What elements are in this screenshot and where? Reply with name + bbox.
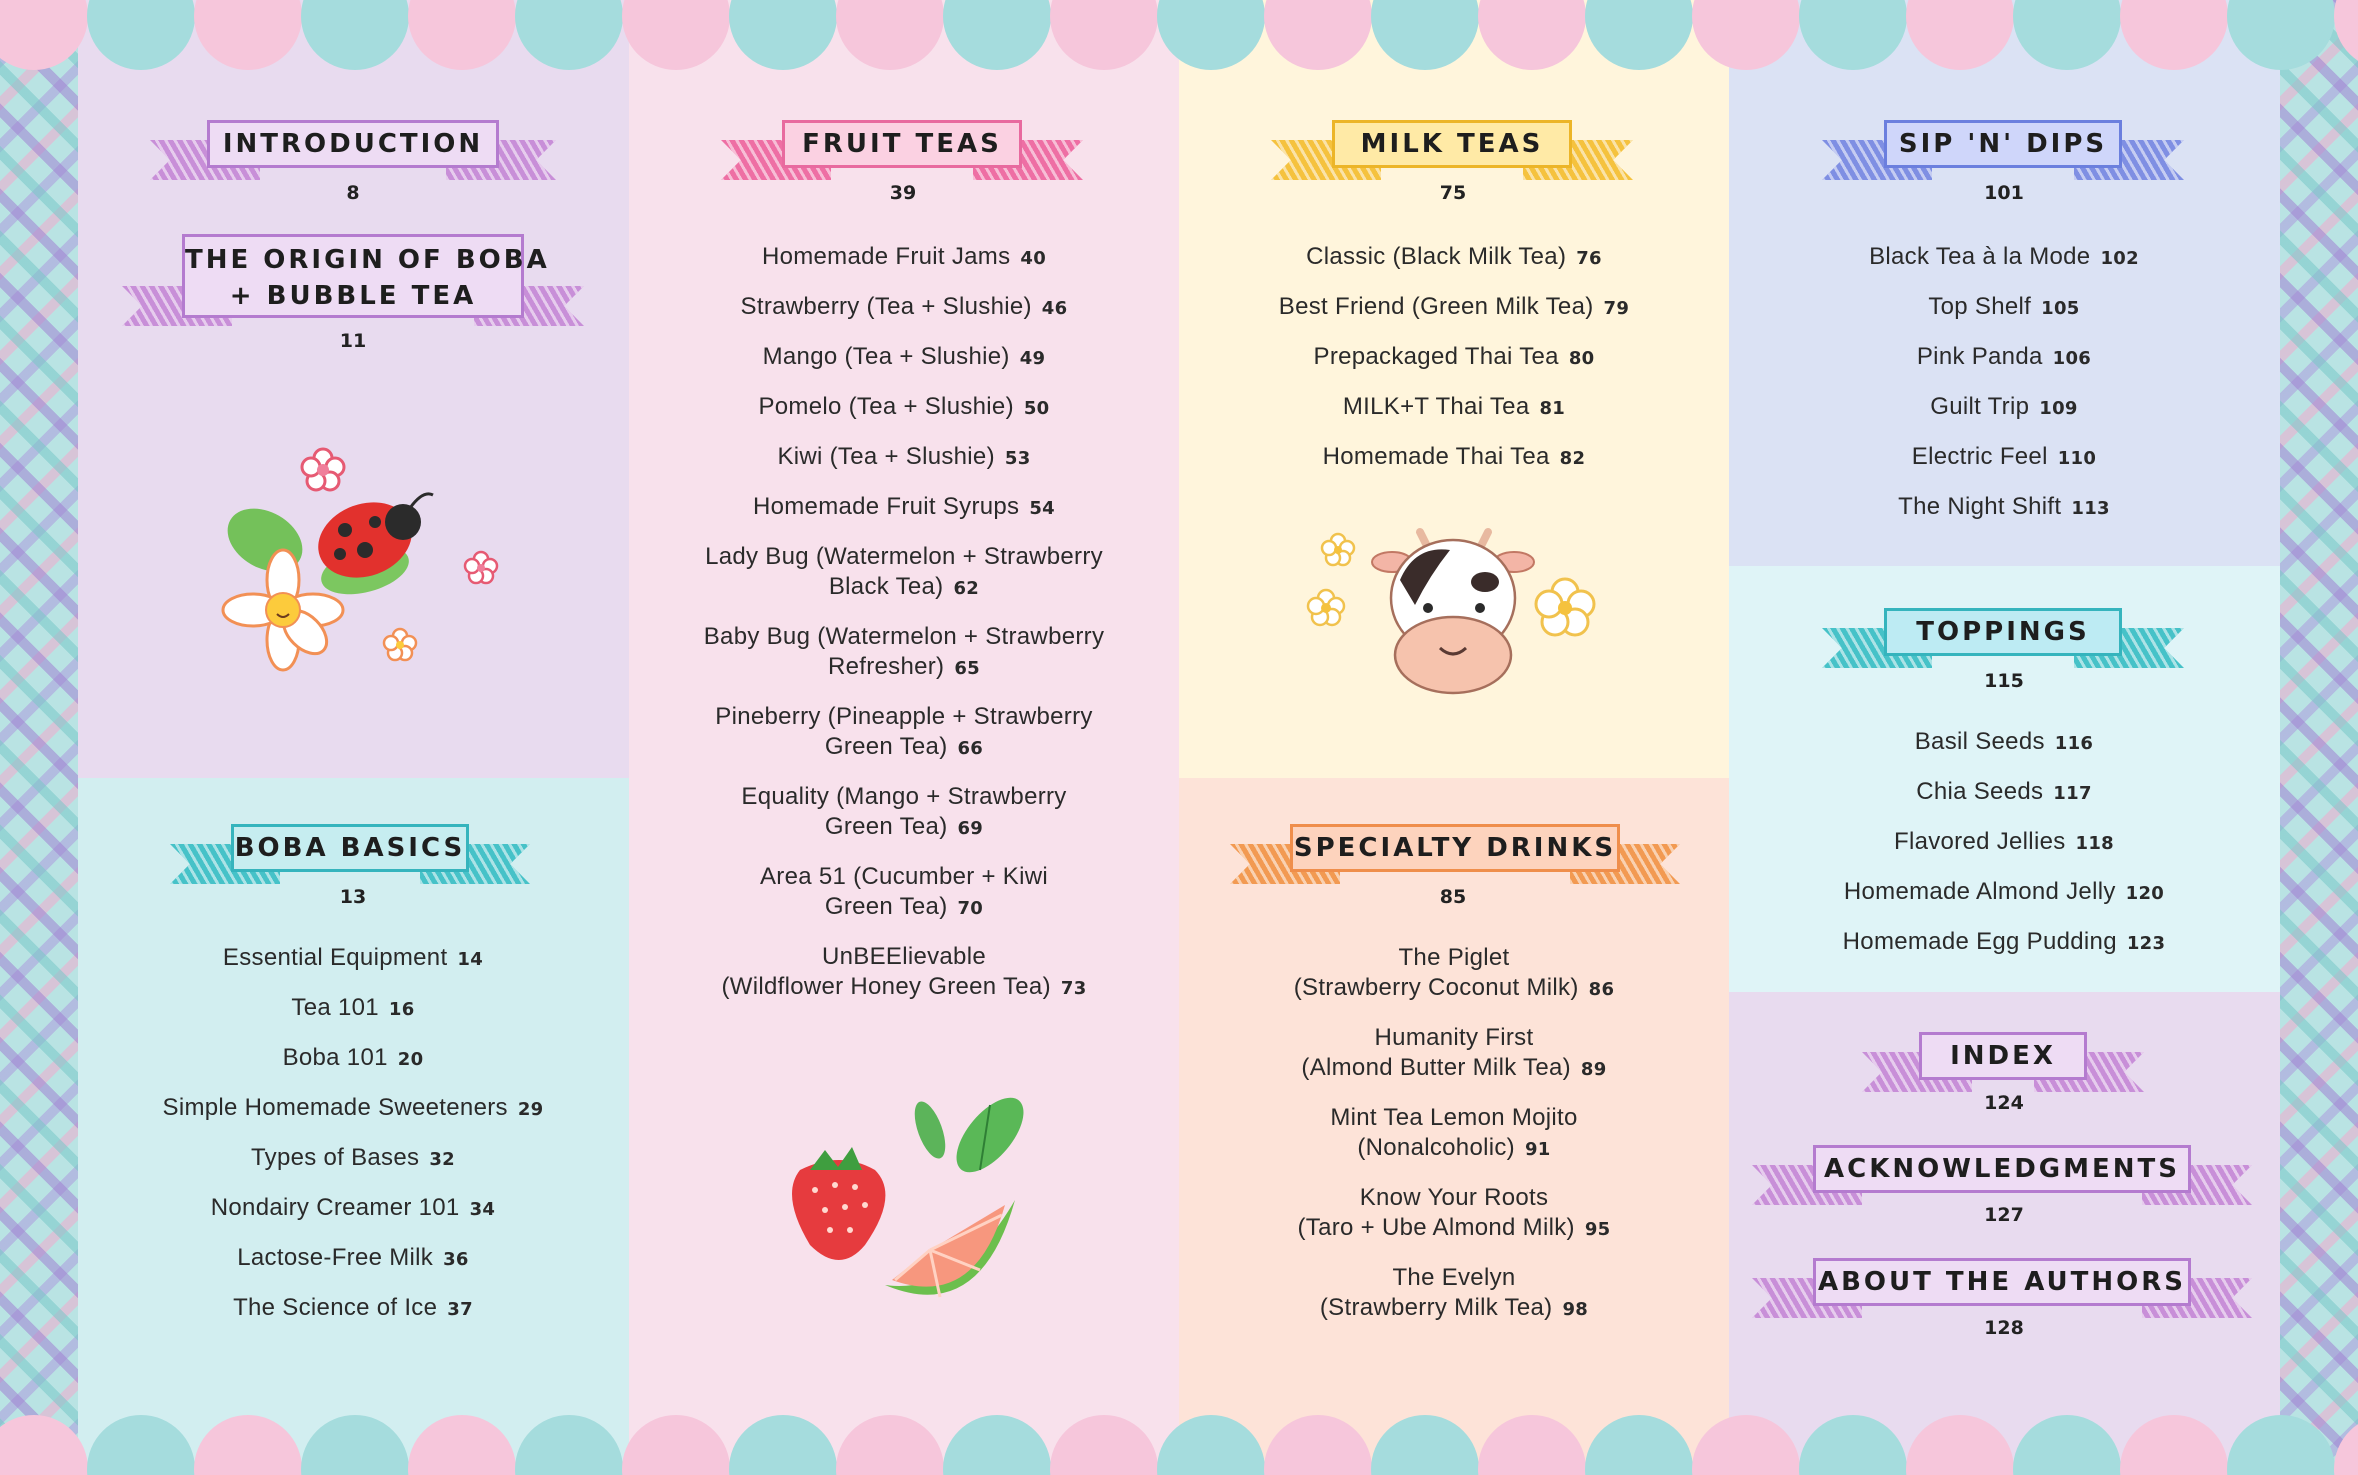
origin-banner [122, 234, 584, 334]
introduction-heading: INTRODUCTION [207, 120, 499, 168]
scallop [836, 1415, 944, 1475]
scallop [1264, 0, 1372, 70]
ladybug-flower-illustration [215, 440, 515, 680]
toc-entry[interactable] [1750, 777, 2258, 809]
boba-basics-list [100, 943, 606, 1343]
toc-entry-title: (Strawberry Milk Tea) [1319, 1294, 1553, 1321]
toc-entry-page: 95 [1584, 1219, 1611, 1240]
toc-entry-title: Homemade Fruit Jams [761, 243, 1011, 270]
scallop [1264, 1415, 1372, 1475]
scallop [943, 0, 1051, 70]
toc-entry-title: Homemade Almond Jelly [1843, 878, 2116, 905]
toc-entry-title-line1: Humanity First [1374, 1024, 1534, 1051]
toc-entry[interactable] [1750, 442, 2258, 474]
toc-entry-page: 65 [954, 658, 981, 679]
toc-entry[interactable] [100, 1293, 606, 1325]
toc-entry[interactable] [1200, 1103, 1708, 1165]
index-banner [1862, 1032, 2144, 1102]
toc-entry-title: Homemade Egg Pudding [1842, 928, 2117, 955]
toc-entry-title-line1: Know Your Roots [1359, 1184, 1549, 1211]
toc-entry-page: 109 [2039, 398, 2078, 419]
toc-entry[interactable] [100, 1193, 606, 1225]
scallop [301, 1415, 409, 1475]
toc-entry-page: 34 [469, 1199, 496, 1220]
introduction-banner [150, 120, 556, 190]
toppings-heading: TOPPINGS [1884, 608, 2122, 656]
introduction-page: 8 [346, 182, 360, 204]
scallop [1157, 1415, 1265, 1475]
authors-heading: ABOUT THE AUTHORS [1813, 1258, 2191, 1306]
authors-banner [1752, 1258, 2252, 1328]
origin-heading-line1: THE ORIGIN OF BOBA [185, 245, 550, 275]
toc-entry-title: Green Tea) [824, 893, 948, 920]
toc-entry[interactable] [100, 1143, 606, 1175]
toc-entry[interactable] [650, 292, 1158, 324]
toc-entry[interactable] [100, 1043, 606, 1075]
toc-entry-page: 98 [1562, 1299, 1589, 1320]
acknowledgments-banner [1752, 1145, 2252, 1215]
scallop [2120, 1415, 2228, 1475]
toc-entry[interactable] [100, 1093, 606, 1125]
toc-entry-page: 110 [2057, 448, 2097, 469]
toc-entry[interactable] [650, 342, 1158, 374]
scallop [301, 0, 409, 70]
specialty-banner [1230, 824, 1680, 894]
boba-basics-heading: BOBA BASICS [231, 824, 469, 872]
scallop [0, 0, 88, 70]
toc-entry-title-line1: The Piglet [1398, 944, 1510, 971]
toc-entry[interactable] [1200, 1023, 1708, 1085]
toc-entry-title: (Wildflower Honey Green Tea) [721, 973, 1051, 1000]
fruit-teas-heading: FRUIT TEAS [782, 120, 1022, 168]
toc-entry-page: 46 [1041, 298, 1068, 319]
toc-entry-title: Strawberry (Tea + Slushie) [740, 293, 1032, 320]
toc-entry-page: 70 [957, 898, 984, 919]
scallop [943, 1415, 1051, 1475]
sip-dips-page: 101 [1984, 182, 2024, 204]
authors-page: 128 [1984, 1317, 2024, 1339]
toppings-page: 115 [1984, 670, 2024, 692]
toc-entry[interactable] [1200, 292, 1708, 324]
toc-entry-title-line1: Area 51 (Cucumber + Kiwi [760, 863, 1048, 890]
toc-entry-page: 106 [2052, 348, 2092, 369]
toc-entry-page: 54 [1029, 498, 1056, 519]
cow-face-illustration [1300, 520, 1610, 710]
toc-entry[interactable] [1750, 242, 2258, 274]
toc-entry[interactable] [650, 242, 1158, 274]
toc-entry-title: Types of Bases [251, 1144, 420, 1171]
toc-entry-title: Green Tea) [824, 813, 948, 840]
toc-entry[interactable] [650, 442, 1158, 474]
specialty-page: 85 [1439, 886, 1467, 908]
toc-entry-title: Essential Equipment [222, 944, 448, 971]
toc-entry-page: 36 [443, 1249, 469, 1270]
toc-entry[interactable] [650, 392, 1158, 424]
milk-teas-heading: MILK TEAS [1332, 120, 1572, 168]
toc-entry-page: 86 [1588, 979, 1615, 1000]
toc-entry-page: 16 [388, 999, 415, 1020]
toc-entry-page: 29 [517, 1099, 544, 1120]
scallop [2120, 0, 2228, 70]
scallop [1585, 0, 1693, 70]
toc-entry-page: 113 [2071, 498, 2110, 519]
toc-entry-title: Best Friend (Green Milk Tea) [1278, 293, 1594, 320]
fruit-teas-page: 39 [889, 182, 917, 204]
scallop [2013, 0, 2121, 70]
scallop [1050, 1415, 1158, 1475]
toc-entry-title: (Nonalcoholic) [1357, 1134, 1515, 1161]
toc-entry-page: 76 [1576, 248, 1602, 269]
toc-entry-title: Simple Homemade Sweeteners [162, 1094, 508, 1121]
toc-entry-page: 37 [447, 1299, 473, 1320]
toc-entry-title: Green Tea) [824, 733, 948, 760]
toc-entry[interactable] [650, 702, 1158, 764]
scallop [2013, 1415, 2121, 1475]
toc-entry[interactable] [1200, 242, 1708, 274]
toc-entry-page: 69 [957, 818, 984, 839]
toc-entry-page: 79 [1603, 298, 1630, 319]
bottom-scallop-border [0, 1397, 2358, 1475]
toc-entry[interactable] [1200, 392, 1708, 424]
toc-entry-page: 117 [2053, 783, 2092, 804]
scallop [87, 0, 195, 70]
toc-entry-page: 120 [2125, 883, 2165, 904]
toc-entry-page: 53 [1004, 448, 1031, 469]
toc-entry-page: 32 [429, 1149, 455, 1170]
toc-entry[interactable] [650, 782, 1158, 844]
toc-entry[interactable] [1200, 943, 1708, 1005]
milk-teas-page: 75 [1439, 182, 1467, 204]
toc-entry-page: 62 [953, 578, 980, 599]
toc-entry[interactable] [650, 622, 1158, 684]
toc-entry[interactable] [100, 993, 606, 1025]
index-page: 124 [1984, 1092, 2024, 1114]
toc-entry[interactable] [1200, 1263, 1708, 1325]
boba-basics-page: 13 [339, 886, 367, 908]
toc-entry-title: Basil Seeds [1914, 728, 2045, 755]
toc-entry-title: (Almond Butter Milk Tea) [1301, 1054, 1571, 1081]
toc-entry-title: Guilt Trip [1930, 393, 2030, 420]
acknowledgments-page: 127 [1984, 1204, 2024, 1226]
toc-entry[interactable] [650, 542, 1158, 604]
toc-entry-title: Black Tea à la Mode [1869, 243, 2091, 270]
toc-entry-title-line1: Pineberry (Pineapple + Strawberry [715, 703, 1093, 730]
scallop [1478, 1415, 1586, 1475]
top-scallop-border [0, 0, 2358, 78]
toc-entry[interactable] [1750, 877, 2258, 909]
toc-entry-page: 40 [1020, 248, 1047, 269]
toc-entry-title: (Strawberry Coconut Milk) [1293, 974, 1579, 1001]
toc-entry-page: 50 [1023, 398, 1050, 419]
toc-entry-title-line1: Mint Tea Lemon Mojito [1330, 1104, 1578, 1131]
scallop [87, 1415, 195, 1475]
toc-entry-title: Homemade Fruit Syrups [752, 493, 1020, 520]
toc-entry-page: 105 [2041, 298, 2080, 319]
toc-entry-title: Black Tea) [828, 573, 944, 600]
toc-entry-title: Mango (Tea + Slushie) [762, 343, 1010, 370]
toc-entry-page: 81 [1539, 398, 1566, 419]
toc-entry-title: Lactose-Free Milk [237, 1244, 434, 1271]
scallop [729, 0, 837, 70]
acknowledgments-heading: ACKNOWLEDGMENTS [1813, 1145, 2191, 1193]
toc-entry[interactable] [1750, 827, 2258, 859]
toc-entry[interactable] [1750, 492, 2258, 524]
origin-heading-line2: + BUBBLE TEA [229, 281, 477, 311]
toc-entry-page: 49 [1019, 348, 1046, 369]
toc-entry-title: Top Shelf [1928, 293, 2032, 320]
toc-entry-title-line1: Equality (Mango + Strawberry [741, 783, 1067, 810]
toc-entry-page: 66 [957, 738, 984, 759]
toc-entry-title: Nondairy Creamer 101 [210, 1194, 460, 1221]
scallop [2227, 0, 2335, 70]
scallop [729, 1415, 837, 1475]
toc-entry-page: 123 [2126, 933, 2166, 954]
scallop [1906, 0, 2014, 70]
strawberry-pomelo-illustration [780, 1075, 1040, 1335]
toc-entry-page: 82 [1559, 448, 1586, 469]
scallop [1371, 0, 1479, 70]
toc-entry-title: The Night Shift [1898, 493, 2062, 520]
toc-entry-page: 20 [397, 1049, 424, 1070]
toc-entry-title: (Taro + Ube Almond Milk) [1297, 1214, 1575, 1241]
toc-entry-page: 116 [2054, 733, 2094, 754]
specialty-heading: SPECIALTY DRINKS [1290, 824, 1620, 872]
scallop [1157, 0, 1265, 70]
scallop [622, 1415, 730, 1475]
left-plaid-border [0, 0, 78, 1475]
scallop [408, 1415, 516, 1475]
toc-entry-page: 89 [1580, 1059, 1607, 1080]
toc-entry[interactable] [100, 1243, 606, 1275]
toc-entry[interactable] [1750, 927, 2258, 959]
origin-page: 11 [339, 330, 367, 352]
index-heading: INDEX [1919, 1032, 2087, 1080]
scallop [515, 0, 623, 70]
toc-entry-title: The Science of Ice [233, 1294, 438, 1321]
scallop [836, 0, 944, 70]
sip-dips-banner [1822, 120, 2184, 190]
scallop [1692, 0, 1800, 70]
toc-entry-title-line1: UnBEElievable [822, 943, 986, 970]
toc-entry[interactable] [1750, 292, 2258, 324]
scallop [0, 1415, 88, 1475]
scallop [408, 0, 516, 70]
toc-entry-title-line1: The Evelyn [1392, 1264, 1516, 1291]
origin-heading [182, 234, 550, 318]
toc-entry-title: Chia Seeds [1916, 778, 2044, 805]
toc-entry-title: MILK+T Thai Tea [1342, 393, 1530, 420]
toc-entry-title-line1: Lady Bug (Watermelon + Strawberry [705, 543, 1103, 570]
toc-entry[interactable] [1200, 442, 1708, 474]
toc-entry[interactable] [1750, 342, 2258, 374]
toc-entry[interactable] [1750, 392, 2258, 424]
scallop [1799, 1415, 1907, 1475]
scallop [2334, 0, 2358, 70]
scallop [1585, 1415, 1693, 1475]
toc-entry-title: Prepackaged Thai Tea [1313, 343, 1559, 370]
toc-entry-title: Pomelo (Tea + Slushie) [758, 393, 1014, 420]
boba-basics-banner [170, 824, 530, 894]
toc-entry[interactable] [650, 942, 1158, 1004]
sip-dips-list [1750, 242, 2258, 542]
toc-entry-title: Tea 101 [291, 994, 379, 1021]
scallop [2334, 1415, 2358, 1475]
toc-entry[interactable] [650, 862, 1158, 924]
toc-entry-title: Boba 101 [282, 1044, 388, 1071]
fruit-teas-list [650, 242, 1158, 1022]
fruit-teas-banner [721, 120, 1083, 190]
toc-entry-title: Classic (Black Milk Tea) [1306, 243, 1567, 270]
toc-entry-title: Electric Feel [1911, 443, 2048, 470]
toc-entry-title: Flavored Jellies [1893, 828, 2066, 855]
scallop [1692, 1415, 1800, 1475]
milk-teas-banner [1271, 120, 1633, 190]
specialty-list [1200, 943, 1708, 1343]
toppings-banner [1822, 608, 2184, 678]
toc-entry-page: 91 [1524, 1139, 1551, 1160]
toc-entry-page: 102 [2100, 248, 2139, 269]
scallop [1906, 1415, 2014, 1475]
toc-entry[interactable] [1750, 727, 2258, 759]
scallop [515, 1415, 623, 1475]
toc-entry-title: Pink Panda [1916, 343, 2043, 370]
scallop [194, 0, 302, 70]
toc-entry[interactable] [100, 943, 606, 975]
right-plaid-border [2280, 0, 2358, 1475]
toc-entry-page: 118 [2075, 833, 2115, 854]
toppings-list [1750, 727, 2258, 977]
toc-entry-title: Kiwi (Tea + Slushie) [777, 443, 995, 470]
toc-entry-page: 14 [457, 949, 484, 970]
toc-entry-title: Homemade Thai Tea [1322, 443, 1550, 470]
toc-entry[interactable] [650, 492, 1158, 524]
scallop [2227, 1415, 2335, 1475]
sip-dips-heading: SIP 'N' DIPS [1884, 120, 2122, 168]
scallop [1478, 0, 1586, 70]
toc-entry[interactable] [1200, 1183, 1708, 1245]
toc-entry-page: 73 [1060, 978, 1087, 999]
scallop [1371, 1415, 1479, 1475]
scallop [1799, 0, 1907, 70]
scallop [1050, 0, 1158, 70]
toc-entry-title-line1: Baby Bug (Watermelon + Strawberry [703, 623, 1105, 650]
milk-teas-list [1200, 242, 1708, 492]
toc-entry[interactable] [1200, 342, 1708, 374]
scallop [194, 1415, 302, 1475]
toc-entry-page: 80 [1568, 348, 1595, 369]
scallop [622, 0, 730, 70]
toc-entry-title: Refresher) [827, 653, 945, 680]
